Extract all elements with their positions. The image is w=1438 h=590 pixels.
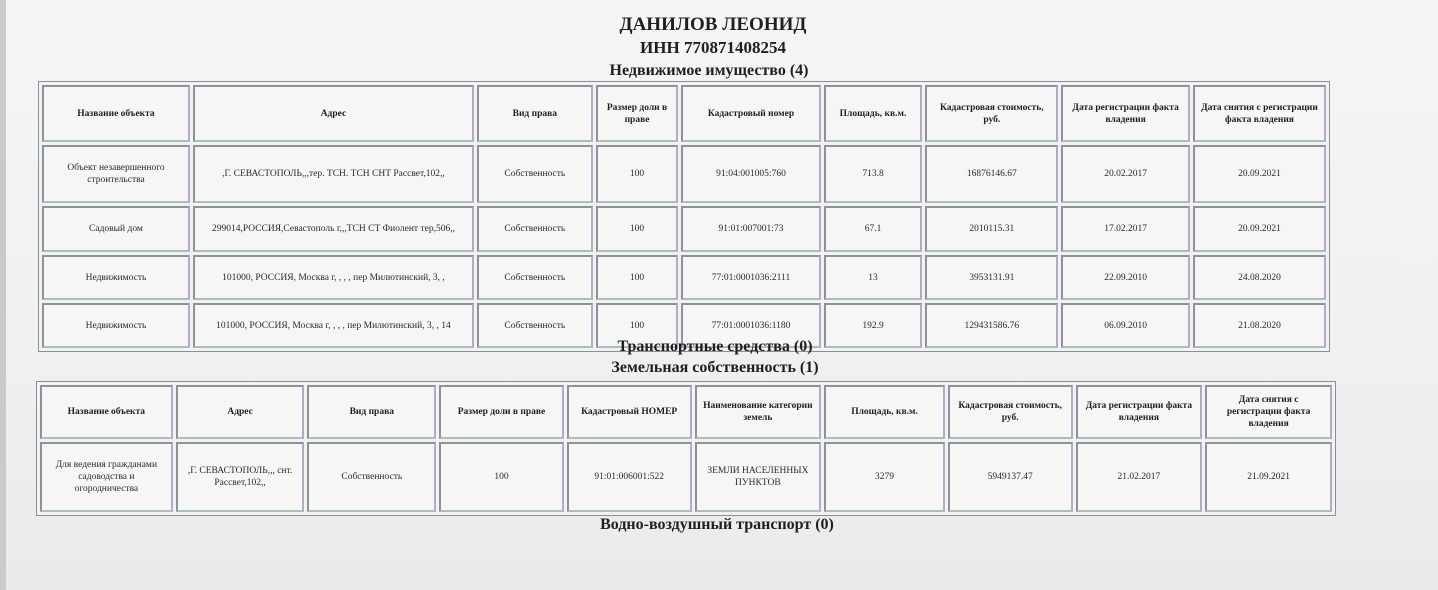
cell-area: 192.9 (824, 303, 923, 348)
realty-section-title: Недвижимое имущество (4) (609, 62, 809, 79)
cell-right-type: Собственность (477, 255, 593, 300)
land-col-dereg-date: Дата снятия с регистрации факта владения (1205, 385, 1332, 439)
cell-reg-date: 22.09.2010 (1061, 255, 1190, 300)
cell-share: 100 (596, 255, 679, 300)
realty-col-name: Название объекта (42, 85, 190, 142)
land-col-category: Наименование категории земель (695, 385, 822, 439)
cell-dereg-date: 21.09.2021 (1205, 442, 1332, 512)
cell-dereg-date: 20.09.2021 (1193, 206, 1326, 252)
inn-number: ИНН 770871408254 (640, 38, 786, 57)
cell-right-type: Собственность (477, 206, 593, 252)
land-col-cadastral-value: Кадастровая стоимость, руб. (948, 385, 1073, 439)
land-col-area: Площадь, кв.м. (824, 385, 945, 439)
land-col-right-type: Вид права (307, 385, 436, 439)
cell-right-type: Собственность (477, 303, 593, 348)
realty-col-address: Адрес (193, 85, 474, 142)
cell-right-type: Собственность (477, 145, 593, 203)
table-row (42, 255, 1326, 300)
cell-address: 101000, РОССИЯ, Москва г, , , , пер Милютинский, 3, , 14 (193, 303, 474, 348)
cell-reg-date: 20.02.2017 (1061, 145, 1190, 203)
cell-area: 13 (824, 255, 923, 300)
realty-table (38, 81, 1330, 352)
cell-right-type: Собственность (307, 442, 436, 512)
cell-cadastral-value: 129431586.76 (925, 303, 1058, 348)
cell-share: 100 (439, 442, 564, 512)
cell-dereg-date: 20.09.2021 (1193, 145, 1326, 203)
cell-land-category: ЗЕМЛИ НАСЕЛЕННЫХ ПУНКТОВ (695, 442, 822, 512)
cell-address: 299014,РОССИЯ,Севастополь г,,,ТСН СТ Фиолент тер,506,, (193, 206, 474, 252)
table-row (42, 145, 1326, 203)
page-edge (0, 0, 6, 590)
realty-col-cadastral-value: Кадастровая стоимость, руб. (925, 85, 1058, 142)
land-section-title: Земельная собственность (1) (611, 359, 819, 376)
cell-object-name: Объект незавершенного строительства (42, 145, 190, 203)
land-table (36, 381, 1336, 516)
realty-col-reg-date: Дата регистрации факта владения (1061, 85, 1190, 142)
cell-cadastral-number: 91:01:007001:73 (681, 206, 820, 252)
realty-col-area: Площадь, кв.м. (824, 85, 923, 142)
realty-header-row (42, 85, 1326, 142)
cell-share: 100 (596, 303, 679, 348)
cell-cadastral-value: 5949137.47 (948, 442, 1073, 512)
land-col-reg-date: Дата регистрации факта владения (1076, 385, 1203, 439)
cell-object-name: Недвижимость (42, 255, 190, 300)
realty-col-share: Размер доли в праве (596, 85, 679, 142)
cell-object-name: Недвижимость (42, 303, 190, 348)
cell-reg-date: 06.09.2010 (1061, 303, 1190, 348)
cell-object-name: Садовый дом (42, 206, 190, 252)
cell-cadastral-number: 77:01:0001036:2111 (681, 255, 820, 300)
transport-section-title: Транспортные средства (0) (617, 338, 813, 355)
cell-area: 3279 (824, 442, 945, 512)
land-col-name: Название объекта (40, 385, 173, 439)
cell-share: 100 (596, 206, 679, 252)
cell-area: 67.1 (824, 206, 923, 252)
cell-cadastral-number: 77:01:0001036:1180 (681, 303, 820, 348)
land-col-address: Адрес (176, 385, 305, 439)
cell-cadastral-value: 2010115.31 (925, 206, 1058, 252)
land-col-cadastral-number: Кадастровый НОМЕР (567, 385, 692, 439)
cell-area: 713.8 (824, 145, 923, 203)
person-name: ДАНИЛОВ ЛЕОНИД (619, 14, 807, 35)
cell-object-name: Для ведения гражданами садоводства и огородничества (40, 442, 173, 512)
land-header-row (40, 385, 1332, 439)
cell-cadastral-value: 3953131.91 (925, 255, 1058, 300)
cell-cadastral-number: 91:01:006001:522 (567, 442, 692, 512)
cell-dereg-date: 21.08.2020 (1193, 303, 1326, 348)
cell-address: ,Г. СЕВАСТОПОЛЬ,,, снт. Рассвет,102,, (176, 442, 305, 512)
cell-dereg-date: 24.08.2020 (1193, 255, 1326, 300)
cell-reg-date: 21.02.2017 (1076, 442, 1203, 512)
cell-cadastral-value: 16876146.67 (925, 145, 1058, 203)
realty-col-right-type: Вид права (477, 85, 593, 142)
cell-share: 100 (596, 145, 679, 203)
table-row (42, 206, 1326, 252)
water-air-section-title: Водно-воздушный транспорт (0) (600, 516, 834, 533)
realty-col-dereg-date: Дата снятия с регистрации факта владения (1193, 85, 1326, 142)
table-row (40, 442, 1332, 512)
land-col-share: Размер доли в праве (439, 385, 564, 439)
cell-address: ,Г. СЕВАСТОПОЛЬ,,,тер. ТСН. ТСН СНТ Рассвет,102,, (193, 145, 474, 203)
cell-address: 101000, РОССИЯ, Москва г, , , , пер Милютинский, 3, , (193, 255, 474, 300)
cell-cadastral-number: 91:04:001005:760 (681, 145, 820, 203)
cell-reg-date: 17.02.2017 (1061, 206, 1190, 252)
realty-col-cadastral-number: Кадастровый номер (681, 85, 820, 142)
